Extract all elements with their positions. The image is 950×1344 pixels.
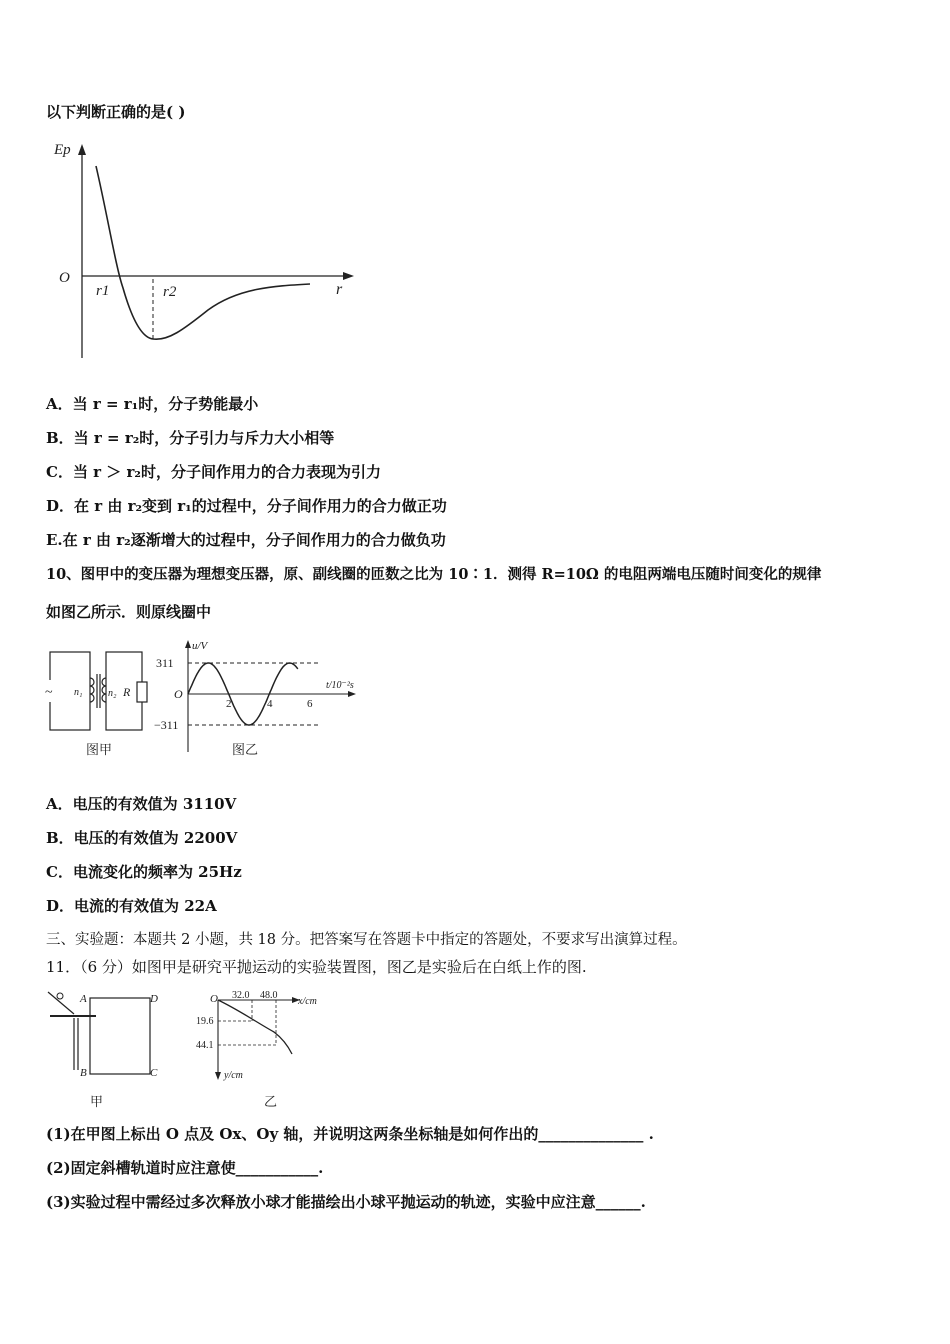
q9-option-d: D．在 r 由 r₂变到 r₁的过程中，分子间作用力的合力做正功 (46, 497, 447, 515)
fig-jia-caption: 甲 (90, 1094, 104, 1109)
ep-label: Ep (54, 142, 71, 158)
fig-yi-caption: 乙 (264, 1094, 278, 1109)
origin-label: O (59, 270, 70, 286)
x2-label: 48.0 (260, 990, 278, 1001)
x-axis-arrow (343, 272, 354, 280)
r2-label: r2 (163, 284, 177, 300)
q9-intro: 以下判断正确的是( ) (46, 103, 186, 121)
ymax-label: 311 (156, 656, 174, 670)
fig-a-caption: 图甲 (86, 742, 113, 757)
y-axis-arrow (78, 144, 86, 155)
q9-option-b: B．当 r = r₂时，分子引力与斥力大小相等 (46, 429, 335, 447)
u-origin-label: O (174, 687, 183, 701)
transformer-circuit (44, 646, 154, 760)
incline-rail (48, 992, 74, 1014)
t6-label: 6 (307, 698, 313, 710)
point-b-label: B (80, 1067, 87, 1079)
section-3-heading: 三、实验题：本题共 2 小题，共 18 分。把答案写在答题卡中指定的答题处，不要求写出演算过程。 (46, 932, 687, 948)
q9-option-a: A．当 r = r₁时，分子势能最小 (46, 395, 259, 413)
y1-label: 19.6 (196, 1016, 214, 1027)
point-a-label: A (80, 993, 87, 1005)
u-axis-label: u/V (192, 640, 208, 652)
x-cm-label: x/cm (298, 996, 317, 1007)
paper-board (90, 998, 150, 1074)
q11-sub3: (3)实验过程中需经过多次释放小球才能描绘出小球平抛运动的轨迹，实验中应注意______. (46, 1193, 646, 1211)
point-d-label: D (150, 993, 158, 1005)
voltage-waveform-chart (150, 636, 380, 760)
ymin-label: −311 (154, 718, 179, 732)
q9-option-e: E.在 r 由 r₂逐渐增大的过程中，分子间作用力的合力做负功 (46, 531, 446, 549)
r-axis-label: r (336, 281, 343, 298)
r-label: R (123, 685, 131, 699)
t4-label: 4 (267, 698, 273, 710)
traj-origin-label: O (210, 993, 218, 1005)
trajectory-plot (194, 988, 334, 1110)
q11-sub1: (1)在甲图上标出 O 点及 Ox、Oy 轴，并说明这两条坐标轴是如何作出的______________ . (46, 1125, 654, 1143)
q9-option-c: C．当 r ＞ r₂时，分子间作用力的合力表现为引力 (46, 463, 381, 481)
q10-option-a: A．电压的有效值为 3110V (46, 795, 237, 813)
n1-label: n₁ (74, 687, 83, 698)
r1-label: r1 (96, 283, 110, 299)
q10-option-b: B．电压的有效值为 2200V (46, 829, 238, 847)
x1-label: 32.0 (232, 990, 250, 1001)
ac-source-icon: ~ (45, 685, 53, 700)
q11-stem: 11．（6 分）如图甲是研究平抛运动的实验装置图，图乙是实验后在白纸上作的图. (46, 958, 587, 976)
n2-label: n₂ (108, 688, 117, 699)
potential-energy-curve (96, 166, 310, 339)
trajectory-curve (218, 1000, 292, 1054)
y-cm-label: y/cm (224, 1070, 243, 1081)
fig-b-caption: 图乙 (232, 742, 259, 757)
y2-label: 44.1 (196, 1040, 214, 1051)
t2-label: 2 (226, 698, 232, 710)
q11-sub2: (2)固定斜槽轨道时应注意使___________. (46, 1159, 324, 1177)
point-c-label: C (150, 1067, 158, 1079)
t-axis-label: t/10⁻²s (326, 680, 354, 691)
q10-stem-line2: 如图乙所示．则原线圈中 (46, 603, 212, 621)
resistor-icon (137, 682, 147, 702)
q10-option-d: D．电流的有效值为 22A (46, 897, 217, 915)
q10-stem-line1: 10、图甲中的变压器为理想变压器，原、副线圈的匝数之比为 10∶1．测得 R=10Ω 的电阻两端电压随时间变化的规律 (46, 566, 822, 583)
q10-option-c: C．电流变化的频率为 25Hz (46, 863, 242, 881)
potential-energy-graph (48, 138, 368, 364)
projectile-apparatus (44, 988, 174, 1110)
